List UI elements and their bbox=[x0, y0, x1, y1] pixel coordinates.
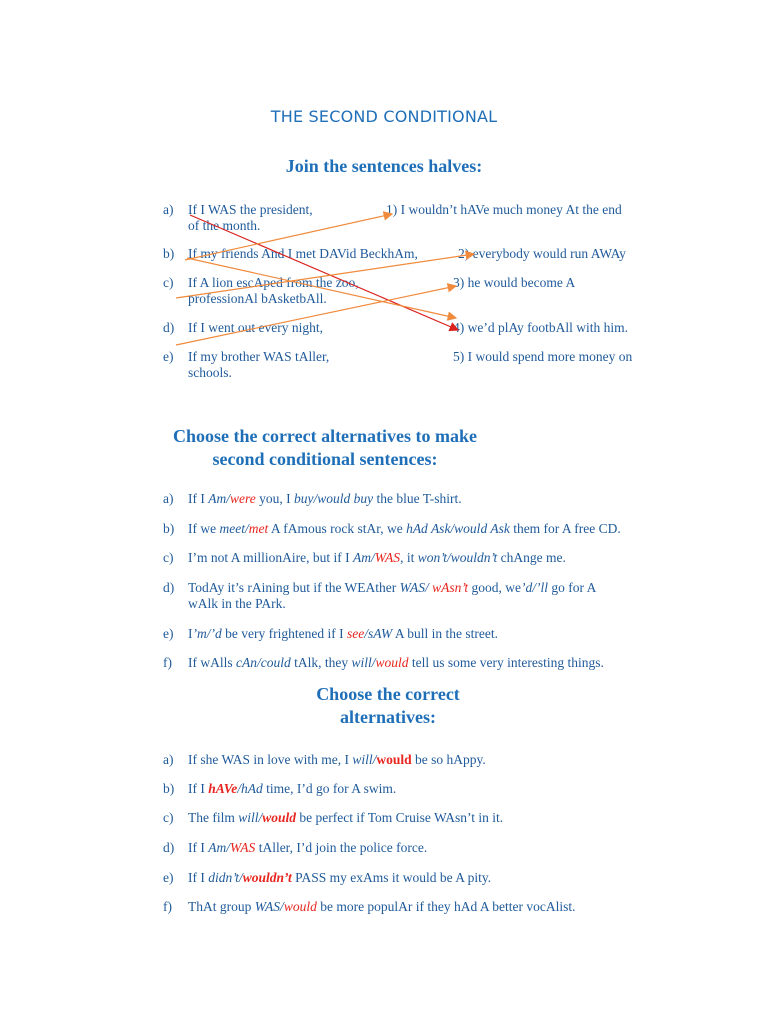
alternative: will/ bbox=[352, 752, 377, 767]
sentence-text: A bull in the street. bbox=[392, 626, 498, 641]
item-label: b) bbox=[163, 521, 175, 536]
item-label: c) bbox=[163, 275, 174, 290]
item-label: a) bbox=[163, 202, 174, 217]
item-label: e) bbox=[163, 626, 174, 641]
item-label: b) bbox=[163, 781, 175, 796]
sentence bbox=[188, 781, 396, 797]
chosen-answer: would bbox=[376, 752, 412, 767]
sentence-text: If she WAS in love with me, I bbox=[188, 752, 353, 767]
section1-heading: Join the sentences halves: bbox=[285, 156, 483, 176]
sentence-text: If wAlls bbox=[188, 655, 236, 670]
right-half: 4) we’d plAy footbAll with him. bbox=[453, 320, 628, 335]
chosen-answer: see bbox=[346, 626, 365, 641]
sentence-text: chAnge me. bbox=[497, 550, 566, 565]
sentence-text: tell us some very interesting things. bbox=[408, 655, 604, 670]
alternative: WAS/ bbox=[254, 899, 284, 914]
item-label: c) bbox=[163, 550, 174, 565]
arrow-b-to-4 bbox=[187, 258, 456, 318]
sentence-text: be perfect if Tom Cruise WAsn’t in it. bbox=[296, 810, 504, 825]
chosen-answer: wAsn’t bbox=[432, 580, 469, 595]
chosen-answer: met bbox=[248, 521, 269, 536]
sentence bbox=[188, 752, 486, 768]
sentence-text: If I bbox=[188, 870, 209, 885]
alternative: will/ bbox=[351, 655, 376, 670]
section3-heading-line1: Choose the correct bbox=[316, 684, 460, 704]
sentence-text: A fAmous rock stAr, we bbox=[268, 521, 407, 536]
item-label: b) bbox=[163, 246, 175, 261]
item-label: d) bbox=[163, 840, 175, 855]
sentence bbox=[188, 840, 427, 856]
sentence-text: tAller, I’d join the police force. bbox=[255, 840, 428, 855]
right-half: 5) I would spend more money on bbox=[453, 349, 633, 364]
sentence bbox=[188, 626, 498, 642]
arrow-d-to-3 bbox=[176, 286, 456, 345]
sentence-text: If we bbox=[188, 521, 220, 536]
sentence bbox=[188, 655, 604, 671]
sentence-text: TodAy it’s rAining but if the WEAther bbox=[188, 580, 400, 595]
chosen-answer: were bbox=[230, 491, 256, 506]
alternative: /hAd bbox=[237, 781, 263, 796]
section3-heading bbox=[233, 683, 543, 729]
sentence-text: ThAt group bbox=[188, 899, 255, 914]
sentence-text: , it bbox=[400, 550, 418, 565]
chosen-answer: would bbox=[283, 899, 317, 914]
alternative: meet/ bbox=[219, 521, 249, 536]
chosen-answer: WAS bbox=[374, 550, 401, 565]
sentence-text: I’m not A millionAire, but if I bbox=[188, 550, 353, 565]
alternative: /sAW bbox=[364, 626, 393, 641]
alternative: ’m/’d bbox=[192, 626, 222, 641]
sentence-text: go for A bbox=[548, 580, 597, 595]
section3-heading-line2: alternatives: bbox=[340, 707, 436, 727]
section2-heading-line2: second conditional sentences: bbox=[212, 449, 438, 469]
sentence-row bbox=[0, 840, 768, 874]
sentence bbox=[188, 521, 621, 537]
sentence bbox=[188, 810, 503, 826]
left-half: If my brother WAS tAller, bbox=[188, 349, 330, 364]
alternative: didn’t/ bbox=[208, 870, 243, 885]
item-label: d) bbox=[163, 320, 175, 335]
arrow-b-to-1 bbox=[185, 214, 392, 260]
sentence bbox=[188, 580, 596, 596]
left-half: If I WAS the president, bbox=[188, 202, 313, 217]
item-label: a) bbox=[163, 752, 174, 767]
chosen-answer: would bbox=[262, 810, 297, 825]
item-label: c) bbox=[163, 810, 174, 825]
sentence bbox=[188, 550, 566, 566]
right-half: 1) I wouldn’t hAVe much money At the end bbox=[386, 202, 622, 217]
alternative: Am/ bbox=[353, 550, 375, 565]
sentence-text: tAlk, they bbox=[290, 655, 352, 670]
sentence-text: If I bbox=[188, 491, 209, 506]
alternative: cAn/could bbox=[236, 655, 291, 670]
alternative: WAS/ bbox=[399, 580, 433, 595]
alternative: buy/would buy bbox=[294, 491, 374, 506]
alternative: Am/ bbox=[208, 491, 230, 506]
chosen-answer: hAVe bbox=[208, 781, 238, 796]
sentence-text: them for A free CD. bbox=[509, 521, 621, 536]
sentence-text: be so hAppy. bbox=[411, 752, 486, 767]
chosen-answer: would bbox=[375, 655, 409, 670]
sentence-row bbox=[0, 491, 768, 525]
sentence-text: If I bbox=[188, 781, 209, 796]
sentence bbox=[188, 870, 491, 886]
chosen-answer: WAS bbox=[230, 840, 256, 855]
sentence-text: be very frightened if I bbox=[221, 626, 347, 641]
section2-heading bbox=[120, 425, 530, 471]
section2-heading-line1: Choose the correct alternatives to make bbox=[172, 426, 478, 446]
item-label: d) bbox=[163, 580, 175, 595]
sentence-text: PASS my exAms it would be A pity. bbox=[291, 870, 492, 885]
left-half: If A lion escAped from the zoo, bbox=[188, 275, 359, 290]
item-label: e) bbox=[163, 349, 174, 364]
alternative: ’d/’ll bbox=[521, 580, 548, 595]
sentence-row bbox=[0, 580, 768, 614]
alternative: Am/ bbox=[208, 840, 230, 855]
sentence bbox=[188, 491, 462, 507]
sentence-row bbox=[0, 899, 768, 933]
chosen-answer: wouldn’t bbox=[242, 870, 292, 885]
left-half: If my friends And I met DAVid BeckhAm, bbox=[188, 246, 418, 261]
item-label: f) bbox=[163, 899, 172, 914]
alternative: won’t/wouldn’t bbox=[417, 550, 498, 565]
sentence-text: good, we bbox=[468, 580, 521, 595]
sentence-row bbox=[0, 810, 768, 844]
item-label: e) bbox=[163, 870, 174, 885]
sentence-text: time, I’d go for A swim. bbox=[262, 781, 397, 796]
sentence-row bbox=[0, 550, 768, 584]
continuation: of the month. bbox=[188, 218, 261, 233]
document-title: THE SECOND CONDITIONAL bbox=[270, 107, 498, 126]
sentence-text: the blue T-shirt. bbox=[373, 491, 462, 506]
alternative: hAd Ask/would Ask bbox=[406, 521, 510, 536]
sentence bbox=[188, 899, 576, 915]
left-half: If I went out every night, bbox=[188, 320, 323, 335]
continuation: professionAl bAsketbAll. bbox=[188, 291, 327, 306]
right-half: 3) he would become A bbox=[453, 275, 576, 290]
sentence-text: you, I bbox=[255, 491, 294, 506]
arrow-a-to-4 bbox=[190, 215, 458, 330]
alternative: will/ bbox=[238, 810, 263, 825]
right-half: 2) everybody would run AWAy bbox=[458, 246, 626, 261]
sentence-text: I bbox=[188, 626, 193, 641]
sentence-text: The film bbox=[188, 810, 239, 825]
item-label: a) bbox=[163, 491, 174, 506]
sentence-text: If I bbox=[188, 840, 209, 855]
continuation: wAlk in the PArk. bbox=[188, 596, 286, 611]
item-label: f) bbox=[163, 655, 172, 670]
sentence-text: be more populAr if they hAd A better vocAlist. bbox=[316, 899, 576, 914]
continuation: schools. bbox=[188, 365, 232, 380]
